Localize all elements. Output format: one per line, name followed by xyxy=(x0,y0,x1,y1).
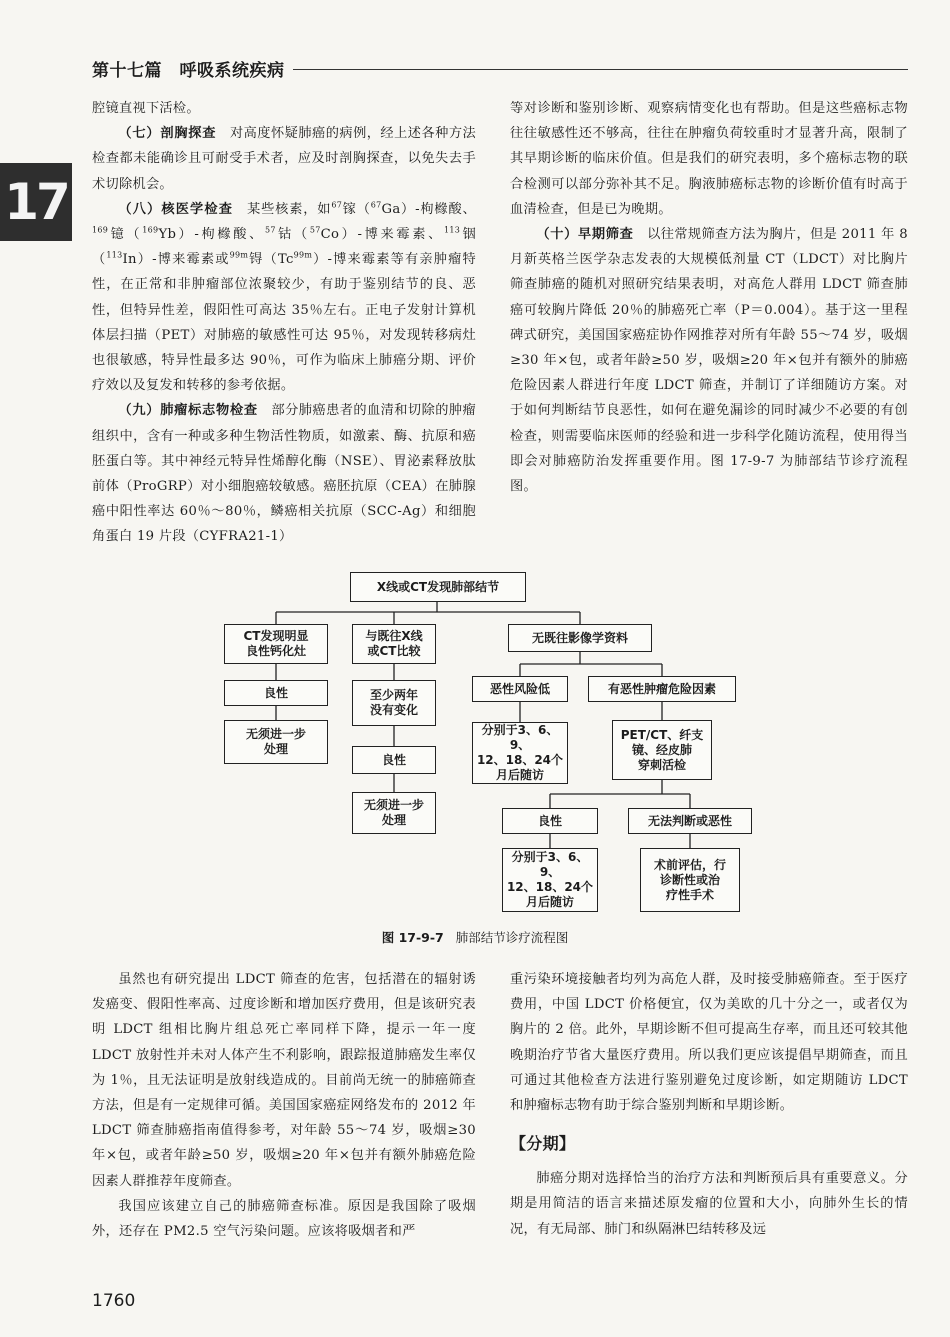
flow-calcified-node: CT发现明显 良性钙化灶 xyxy=(224,624,328,664)
flow-no-imaging-node: 无既往影像学资料 xyxy=(508,624,652,652)
top-right-column xyxy=(510,96,908,499)
subheading: （十）早期筛查 xyxy=(536,227,634,243)
paragraph: （八）核医学检查 某些核素，如$^{67}$镓（$^{67}$Ga）-枸橼酸、$^{169}$镱（$^{169}$Yb）-枸橼酸、$^{57}$钴（$^{57}$Co）-博来霉素、$^{113}$铟（$^{113}$In）-博来霉素或$^{99m}$锝$(Tc^{99m})-$博来霉素等有亲肿瘤特性，在正常和非肿瘤部位浓聚较少，有助于鉴别结节的良、恶性，但特异性差，假阳性可高达 35％左右。正电子发射计算机体层扫描（PET）对肺癌的敏感性可达 95％，对发现转移病灶也很敏感，特异性最多达 90％，可作为临床上肺癌分期、评价疗效以及复发和转移的参考依据。 xyxy=(92,200,476,394)
paragraph: 重污染环境接触者均列为高危人群，及时接受肺癌筛查。至于医疗费用，中国 LDCT 价格便宜，仅为美欧的几十分之一，或者仅为胸片的 2 倍。此外，早期诊断不但可提高生存率，而且还可较其他晚期治疗节省大量医疗费用。所以我们更应该提倡早期筛查，而且可通过其他检查方法进行鉴别避免过度诊断，如定期随访 LDCT 和肿瘤标志物有助于综合鉴别判断和早期诊断。 xyxy=(510,972,908,1114)
bottom-left-column xyxy=(92,967,476,1244)
header-rule xyxy=(293,69,909,70)
flow-follow-up-node: 分别于3、6、9、 12、18、24个 月后随访 xyxy=(502,848,598,912)
subheading: （七）剖胸探查 xyxy=(118,126,217,142)
flow-benign-node: 良性 xyxy=(224,680,328,706)
top-left-column xyxy=(92,96,476,550)
paragraph: 我国应该建立自己的肺癌筛查标准。原因是我国除了吸烟外，还存在 PM2.5 空气污染问题。应该将吸烟者和严 xyxy=(92,1198,476,1240)
flow-malignant-node: 无法判断或恶性 xyxy=(628,808,752,834)
flow-low-risk-node: 恶性风险低 xyxy=(472,676,568,702)
paragraph: 等对诊断和鉴别诊断、观察病情变化也有帮助。但是这些癌标志物往往敏感性还不够高，往往在肿瘤负荷较重时才显著升高，限制了其早期诊断的临床价值。但是我们的研究表明，多个癌标志物的联合检测可以部分弥补其不足。胸液肺癌标志物的诊断价值有时高于血清检查，但是已为晚期。 xyxy=(510,101,908,217)
figure-number: 图 17-9-7 xyxy=(381,930,444,945)
subheading: （八）核医学检查 xyxy=(118,201,234,217)
paragraph: （九）肺瘤标志物检查 部分肺癌患者的血清和切除的肿瘤组织中，含有一种或多种生物活性物质，如激素、酶、抗原和癌胚蛋白等。其中神经元特异性烯醇化酶（NSE）、胃泌素释放肽前体（ProGRP）对小细胞癌较敏感。癌胚抗原（CEA）在肺腺癌中阳性率达 60％～80％，鳞癌相关抗原（SCC-Ag）和细胞角蛋白 19 片段（CYFRA21-1） xyxy=(92,403,476,545)
paragraph: （七）剖胸探查 对高度怀疑肺癌的病例，经上述各种方法检查都未能确诊且可耐受手术者，应及时剖胸探查，以免失去手术切除机会。 xyxy=(92,126,477,192)
flow-follow-up-node: 分别于3、6、9、 12、18、24个 月后随访 xyxy=(472,722,568,784)
flow-no-action-node: 无须进一步 处理 xyxy=(224,720,328,764)
page-header xyxy=(92,54,908,82)
flow-benign-node: 良性 xyxy=(502,808,598,834)
flow-compare-node: 与既往X线 或CT比较 xyxy=(352,624,436,664)
paragraph: 虽然也有研究提出 LDCT 筛查的危害，包括潜在的辐射诱发癌变、假阳性率高、过度诊断和增加医疗费用，但是该研究表明 LDCT 组相比胸片组总死亡率同样下降，提示一年一度 LDCT 放射性并未对人体产生不利影响，跟踪报道肺癌发生率仅为 1％，且无法证明是放射线造成的。目前尚无统一的肺癌筛查方法，但是有一定规律可循。美国国家癌症网络发布的 2012 年 LDCT 筛查肺癌指南值得参考，对年龄 55～74 岁，吸烟≥30 年×包，或者年龄≥50 岁，吸烟≥20 年×包并有额外肺癌危险因素人群推荐年度筛查。 xyxy=(92,972,476,1189)
part-title: 第十七篇 呼吸系统疾病 xyxy=(92,60,285,81)
figure-title: 肺部结节诊疗流程图 xyxy=(455,930,569,945)
subheading: （九）肺瘤标志物检查 xyxy=(118,403,258,419)
chapter-tab: 17 xyxy=(0,163,72,241)
figure-caption xyxy=(0,928,950,946)
page-number: 1760 xyxy=(92,1291,136,1311)
flow-root-node: X线或CT发现肺部结节 xyxy=(350,572,526,602)
paragraph: 肺癌分期对选择恰当的治疗方法和判断预后具有重要意义。分期是用简洁的语言来描述原发瘤的位置和大小，向肺外生长的情况，有无局部、肺门和纵隔淋巴结转移及远 xyxy=(510,1171,908,1237)
flow-stable-node: 至少两年 没有变化 xyxy=(352,680,436,726)
paragraph: 腔镜直视下活检。 xyxy=(92,101,200,116)
flow-high-risk-node: 有恶性肿瘤危险因素 xyxy=(588,676,736,702)
section-heading: 【分期】 xyxy=(510,1134,576,1154)
flow-biopsy-node: PET/CT、纤支 镜、经皮肺 穿刺活检 xyxy=(612,720,712,780)
flow-surgery-node: 术前评估，行 诊断性或治 疗性手术 xyxy=(640,848,740,912)
flow-benign-node: 良性 xyxy=(352,746,436,774)
flow-no-action-node: 无须进一步 处理 xyxy=(352,792,436,834)
bottom-right-column xyxy=(510,967,908,1242)
paragraph: （十）早期筛查 以往常规筛查方法为胸片，但是 2011 年 8 月新英格兰医学杂志发表的大规模低剂量 CT（LDCT）对比胸片筛查肺癌的随机对照研究结果表明，对高危人群用 LDCT 筛查肺癌可较胸片降低 20％的肺癌死亡率（P＝0.004）。基于这一里程碑式研究，美国国家癌症协作网推荐对所有年龄 55～74 岁，吸烟≥30 年×包，或者年龄≥50 岁，吸烟≥20 年×包并有额外的肺癌危险因素人群进行年度 LDCT 筛查，并制订了详细随访方案。对于如何判断结节良恶性，如何在避免漏诊的同时减少不必要的有创检查，则需要临床医师的经验和进一步科学化随访流程，使用得当即会对肺癌防治发挥重要作用。图 17-9-7 为肺部结节诊疗流程图。 xyxy=(510,227,908,495)
